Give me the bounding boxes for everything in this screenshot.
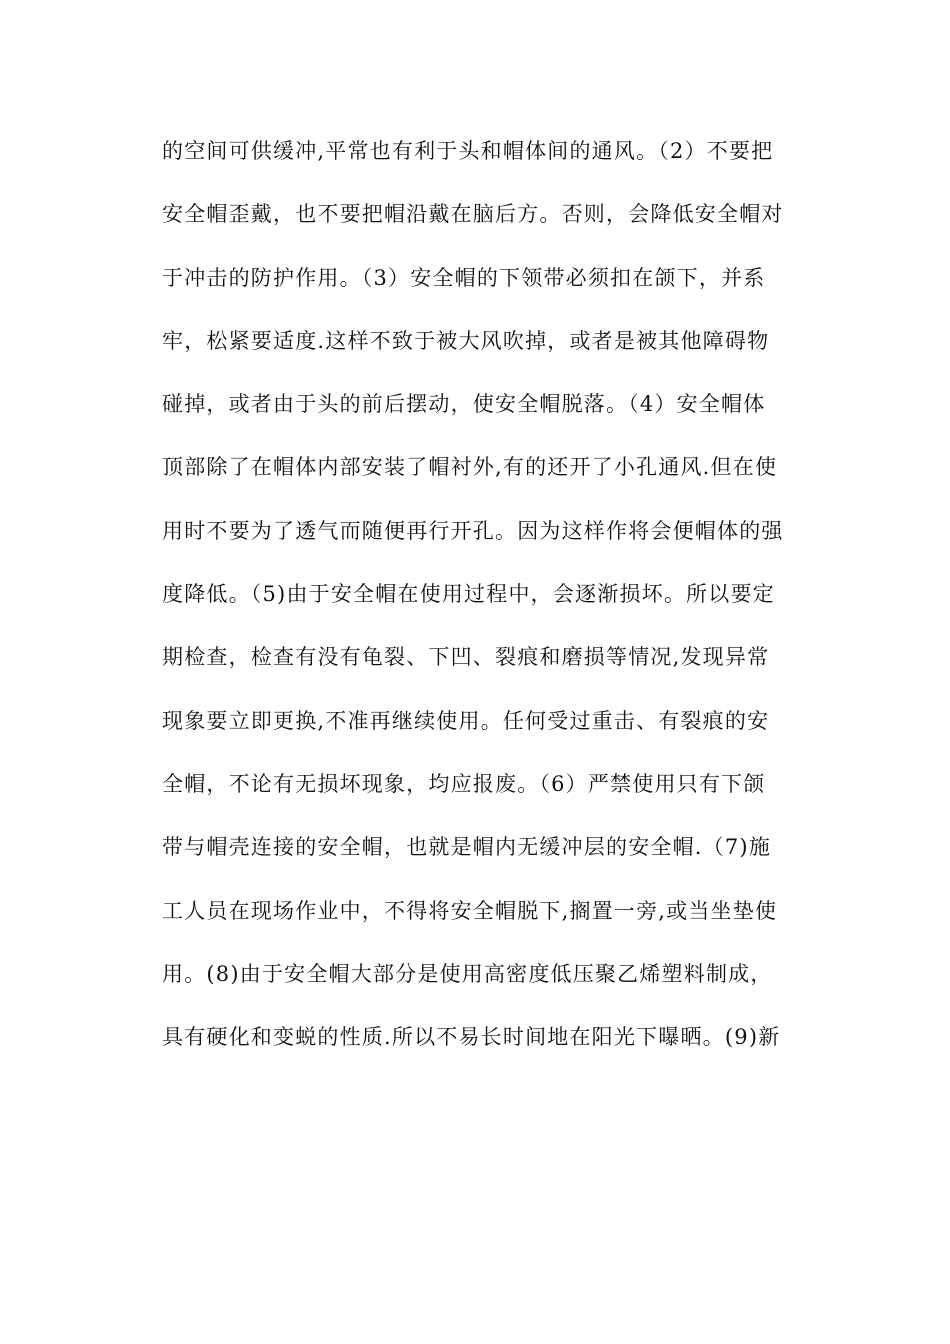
text-line: 度降低。（5)由于安全帽在使用过程中，会逐渐损坏。所以要定 — [162, 582, 775, 607]
text-line: 用。(8)由于安全帽大部分是使用高密度低压聚乙烯塑料制成， — [162, 961, 773, 986]
body-text — [162, 131, 792, 1080]
text-line: 牢，松紧要适度.这样不致于被大风吹掉，或者是被其他障碍物 — [162, 328, 770, 353]
text-line: 于冲击的防护作用。（3）安全帽的下领带必须扣在颌下，并系 — [162, 265, 766, 290]
text-line: 安全帽歪戴，也不要把帽沿戴在脑后方。否则，会降低安全帽对 — [162, 202, 784, 227]
text-line: 工人员在现场作业中，不得将安全帽脱下,搁置一旁,或当坐垫使 — [162, 898, 778, 923]
text-line: 的空间可供缓冲,平常也有利于头和帽体间的通风。（2）不要把 — [162, 139, 774, 163]
text-line: 带与帽壳连接的安全帽，也就是帽内无缓冲层的安全帽.（7)施 — [162, 835, 772, 860]
text-line: 现象要立即更换,不准再继续使用。任何受过重击、有裂痕的安 — [162, 708, 770, 733]
text-line: 期检查，检查有没有龟裂、下凹、裂痕和磨损等情况,发现异常 — [162, 645, 770, 670]
text-line: 用时不要为了透气而随便再行开孔。因为这样作将会便帽体的强 — [162, 518, 784, 543]
text-line: 顶部除了在帽体内部安装了帽衬外,有的还开了小孔通风.但在使 — [162, 455, 778, 480]
text-line: 具有硬化和变蜕的性质.所以不易长时间地在阳光下曝晒。(9)新 — [162, 1025, 781, 1050]
text-line: 碰掉，或者由于头的前后摆动，使安全帽脱落。（4）安全帽体 — [162, 392, 766, 417]
text-line: 全帽，不论有无损坏现象，均应报废。（6）严禁使用只有下颌 — [162, 771, 766, 796]
